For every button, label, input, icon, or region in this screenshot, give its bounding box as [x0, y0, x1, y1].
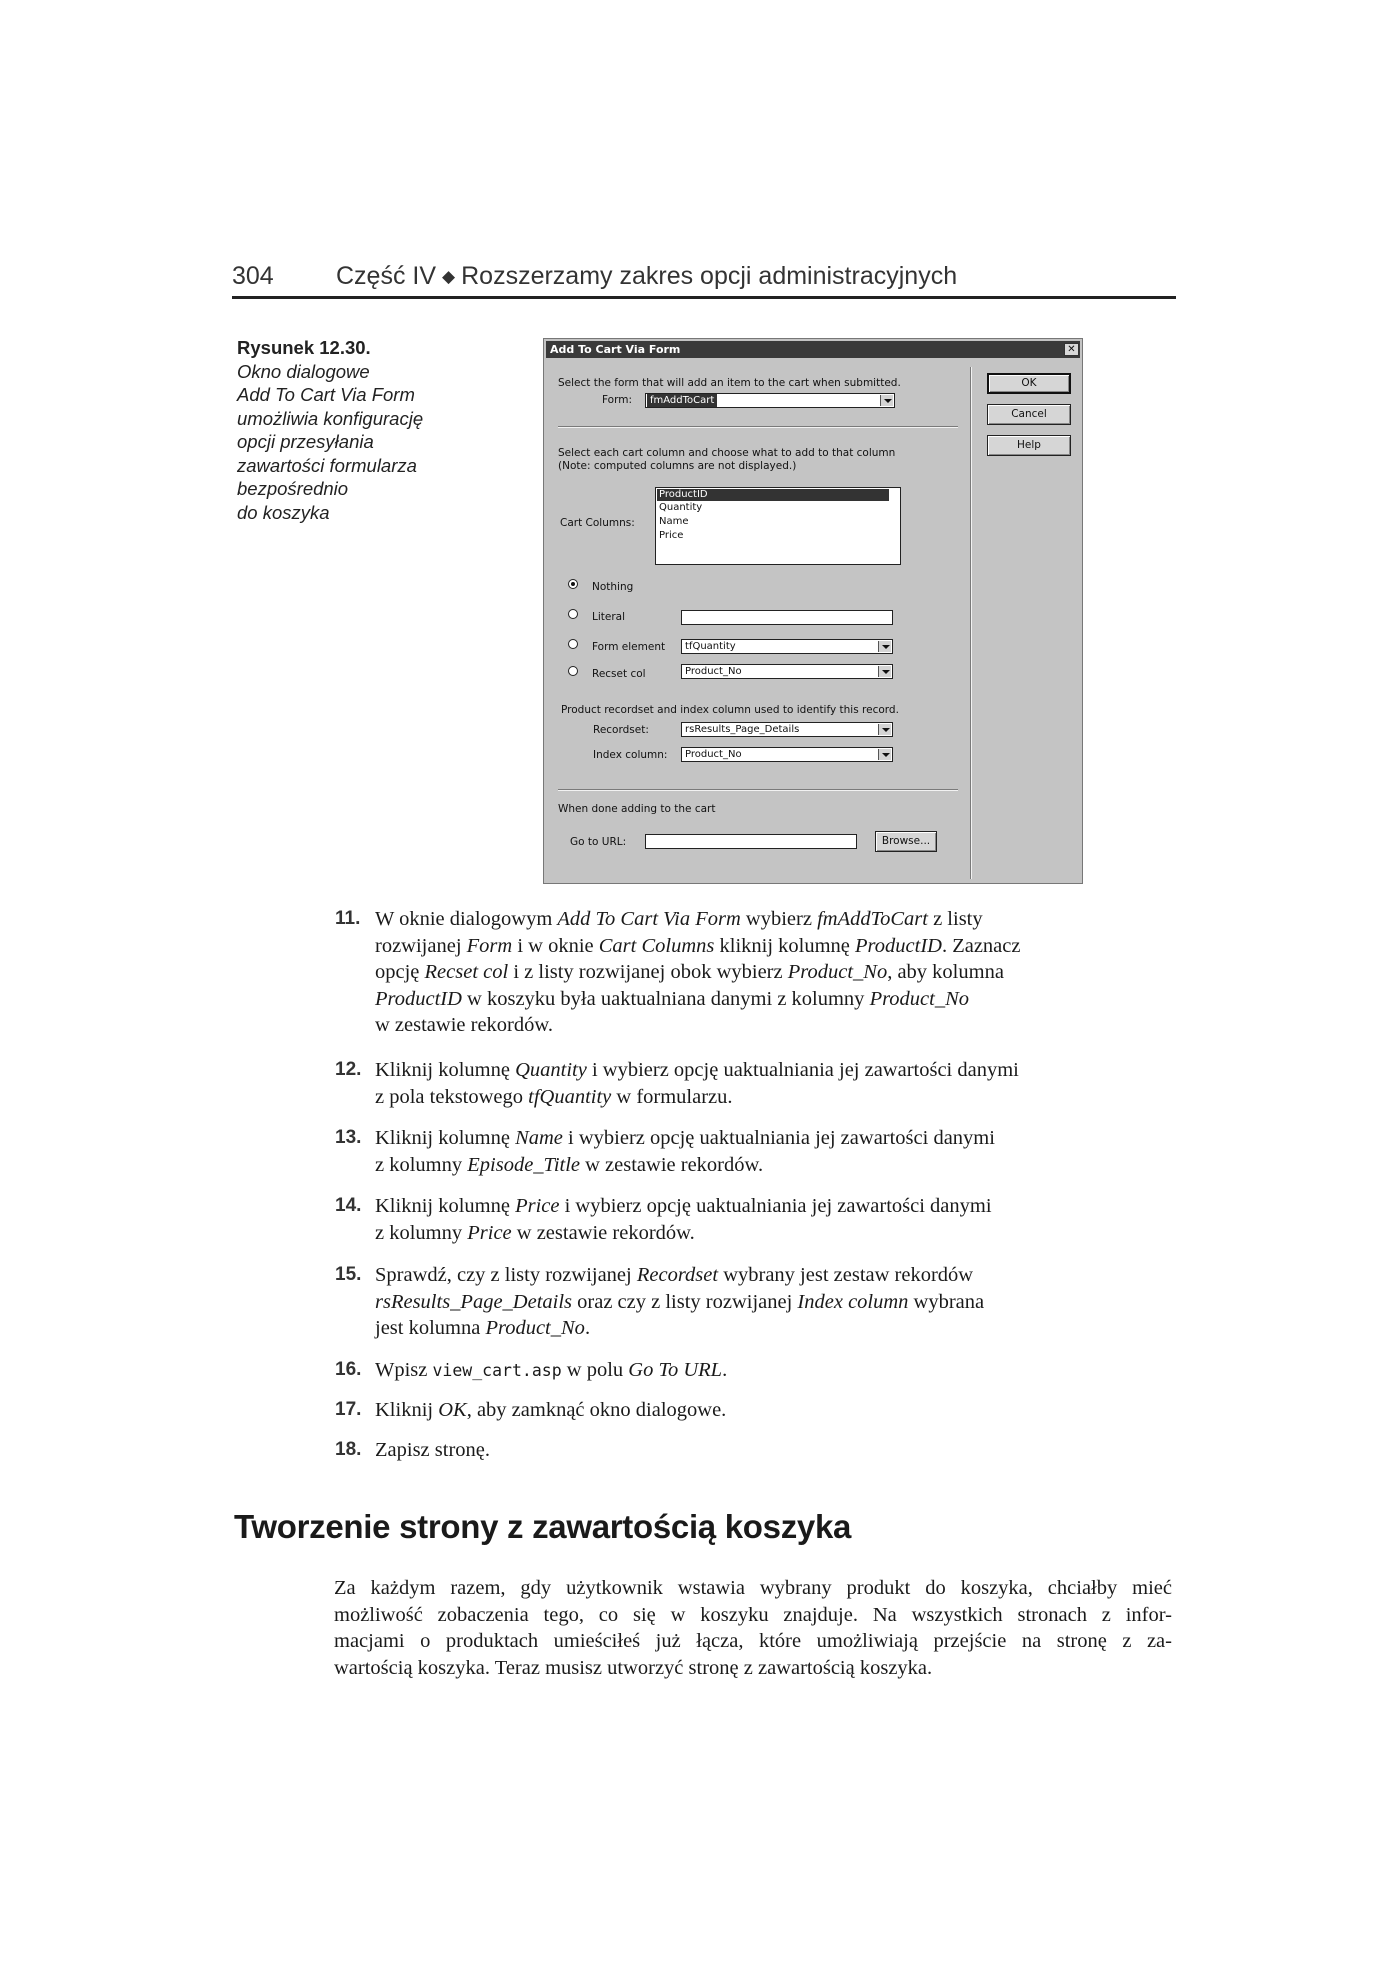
emphasis-text: Name [515, 1127, 563, 1149]
dialog-title: Add To Cart Via Form [550, 343, 681, 356]
go-to-url-input[interactable] [645, 834, 857, 849]
cancel-button[interactable]: Cancel [987, 404, 1071, 425]
step-text-run: opcję [375, 961, 425, 983]
step-text-run: i z listy rozwijanej obok wybierz [508, 961, 788, 983]
help-button[interactable]: Help [987, 435, 1071, 456]
caption-line: opcji przesyłania [237, 431, 374, 452]
cart-columns-label: Cart Columns: [560, 517, 635, 529]
step-text-run: z kolumny [375, 1221, 468, 1244]
chevron-down-icon[interactable] [878, 641, 891, 652]
literal-input[interactable] [681, 610, 893, 625]
go-to-url-label: Go to URL: [570, 836, 627, 848]
step-text [375, 906, 1135, 1039]
emphasis-text: ProductID [855, 934, 942, 957]
step-text-run: w zestawie rekordów. [511, 1221, 695, 1244]
emphasis-text: Price [515, 1195, 560, 1217]
form-element-label: Form element [592, 641, 666, 653]
step-number: 11. [335, 908, 361, 929]
recordset-select[interactable] [681, 722, 893, 737]
list-item[interactable]: Price [659, 530, 684, 541]
recset-col-select[interactable] [681, 664, 893, 679]
columns-note: (Note: computed columns are not displayed.) [558, 460, 797, 472]
step-text-run: i wybierz opcję uaktualniania jej zawartości danymi [562, 1127, 995, 1149]
header-rule [232, 296, 1176, 299]
diamond-separator: ◆ [442, 267, 456, 286]
paragraph-line: Za każdym razem, gdy użytkownik wstawia wybrany produkt do koszyka, chciałby mieć [334, 1577, 1172, 1599]
step-number: 14. [335, 1195, 362, 1216]
figure-caption [237, 336, 457, 524]
step-text-run: oraz czy z listy rozwijanej [572, 1290, 798, 1313]
step-text-run: z listy [927, 908, 983, 930]
figure-label: Rysunek 12.30. [237, 337, 371, 358]
step-line [375, 986, 1135, 1013]
index-column-label: Index column: [593, 749, 668, 761]
step-text-run: i wybierz opcję uaktualniania jej zawartości danymi [559, 1195, 992, 1217]
step-text [375, 1357, 1135, 1385]
literal-radio[interactable] [568, 609, 578, 619]
recordset-value: rsResults_Page_Details [685, 724, 800, 735]
list-item[interactable]: Quantity [659, 502, 703, 513]
step-line [375, 1315, 1135, 1342]
recordset-label: Recordset: [593, 724, 649, 736]
step-text-run: w zestawie rekordów. [580, 1153, 764, 1176]
close-icon[interactable]: ✕ [1064, 343, 1079, 356]
code-text: view_cart.asp [432, 1361, 562, 1380]
step-number: 18. [335, 1439, 362, 1460]
step-line [375, 1152, 1135, 1179]
emphasis-text: Quantity [515, 1059, 587, 1081]
caption-line: bezpośrednio [237, 478, 349, 499]
emphasis-text: tfQuantity [528, 1085, 612, 1108]
step-line [375, 1262, 1135, 1289]
step-line [375, 1084, 1135, 1111]
caption-line: Okno dialogowe [237, 360, 370, 382]
step-text-run: Sprawdź, czy z listy rozwijanej [375, 1264, 637, 1286]
recordset-instruction: Product recordset and index column used to identify this record. [561, 704, 899, 716]
step-text-run: wybrana [908, 1290, 985, 1313]
columns-instruction: Select each cart column and choose what to add to that column [558, 447, 896, 459]
recset-col-value: Product_No [685, 666, 742, 677]
step-text-run: Kliknij [375, 1399, 439, 1421]
step-text [375, 1437, 1135, 1464]
form-element-value: tfQuantity [685, 641, 736, 652]
emphasis-text: Recordset [636, 1264, 719, 1286]
emphasis-text: rsResults_Page_Details [375, 1290, 573, 1313]
list-item[interactable]: Name [659, 516, 689, 527]
step-line [375, 1193, 1135, 1220]
step-text-run: . Zaznacz [941, 934, 1021, 957]
emphasis-text: Index column [797, 1290, 909, 1313]
index-column-select[interactable] [681, 747, 893, 762]
caption-line: do koszyka [237, 501, 330, 523]
recset-col-radio[interactable] [568, 666, 578, 676]
step-text-run: Wpisz [375, 1359, 433, 1381]
step-text-run: Kliknij kolumnę [375, 1195, 516, 1217]
emphasis-text: OK [438, 1399, 467, 1421]
step-line [375, 1289, 1135, 1316]
emphasis-text: Add To Cart Via Form [557, 908, 741, 930]
step-line [375, 959, 1135, 986]
form-instruction: Select the form that will add an item to the cart when submitted. [558, 377, 901, 389]
step-text [375, 1125, 1135, 1178]
chevron-down-icon[interactable] [878, 724, 891, 735]
step-line [375, 1057, 1135, 1084]
index-column-value: Product_No [685, 749, 742, 760]
step-text-run: w formularzu. [611, 1085, 733, 1108]
step-text-run: wybrany jest zestaw rekordów [718, 1264, 974, 1286]
done-instruction: When done adding to the cart [558, 803, 716, 815]
step-line [375, 1397, 1135, 1424]
emphasis-text: fmAddToCart [817, 908, 928, 930]
emphasis-text: Recset col [424, 961, 509, 983]
page-number: 304 [232, 262, 274, 290]
running-title [336, 262, 957, 291]
step-text-run: Kliknij kolumnę [375, 1059, 516, 1081]
paragraph-line: macjami o produktach umieściłeś już łącza, które umożliwiają przejście na stronę z za- [334, 1630, 1172, 1652]
browse-button[interactable]: Browse... [875, 831, 937, 852]
step-text-run: z kolumny [375, 1153, 468, 1176]
step-text-run: kliknij kolumnę [714, 934, 856, 957]
step-text-run: w zestawie rekordów. [375, 1014, 553, 1036]
emphasis-text: Episode_Title [467, 1153, 580, 1176]
paragraph-line: wartością koszyka. Teraz musisz utworzyć stronę z zawartością koszyka. [334, 1656, 933, 1679]
step-number: 15. [335, 1264, 362, 1285]
emphasis-text: Form [466, 934, 513, 957]
cart-columns-listbox[interactable] [655, 487, 901, 565]
step-number: 16. [335, 1359, 362, 1380]
step-line [375, 1220, 1135, 1247]
form-label: Form: [602, 394, 632, 406]
recset-col-label: Recset col [592, 668, 646, 680]
step-text-run: Zapisz stronę. [375, 1439, 490, 1461]
step-line [375, 1437, 1135, 1464]
emphasis-text: Price [467, 1221, 512, 1244]
literal-label: Literal [592, 611, 626, 623]
step-text-run: , aby zamknąć okno dialogowe. [466, 1399, 727, 1421]
step-text-run: Kliknij kolumnę [375, 1127, 516, 1149]
caption-line: umożliwia konfigurację [237, 407, 424, 429]
paragraph-line: możliwość zobaczenia tego, co się w koszyku znajduje. Na wszystkich stronach z infor- [334, 1603, 1172, 1626]
step-text-run: i w oknie [512, 934, 599, 957]
step-text-run: w koszyku była uaktualniana danymi z kolumny [461, 987, 870, 1010]
step-text-run: rozwijanej [375, 934, 467, 957]
step-text-run: , aby kolumna [887, 961, 1004, 983]
part-label: Część IV [336, 262, 437, 290]
nothing-label: Nothing [592, 581, 634, 593]
step-text [375, 1057, 1135, 1110]
step-line [375, 1125, 1135, 1152]
step-line [375, 906, 1135, 933]
form-select-value: fmAddToCart [647, 394, 717, 407]
emphasis-text: Go To URL [628, 1359, 723, 1381]
step-text-run: jest kolumna [375, 1317, 486, 1339]
dialog-titlebar[interactable] [546, 341, 1080, 358]
vertical-separator [970, 367, 972, 879]
emphasis-text: ProductID [375, 987, 462, 1010]
step-text-run: wybierz [740, 908, 818, 930]
form-element-select[interactable] [681, 639, 893, 654]
step-text [375, 1193, 1135, 1246]
emphasis-text: Cart Columns [598, 934, 715, 957]
emphasis-text: Product_No [485, 1317, 585, 1339]
step-number: 13. [335, 1127, 362, 1148]
chevron-down-icon[interactable] [878, 749, 891, 760]
step-text-run: . [584, 1317, 591, 1339]
separator [558, 789, 958, 791]
step-line [375, 1357, 1135, 1385]
step-text [375, 1262, 1135, 1342]
step-number: 17. [335, 1399, 362, 1420]
caption-line: zawartości formularza [237, 454, 417, 476]
nothing-radio[interactable] [568, 579, 578, 589]
emphasis-text: Product_No [787, 961, 888, 983]
step-text-run: W oknie dialogowym [375, 908, 558, 930]
step-line [375, 933, 1135, 960]
emphasis-text: Product_No [869, 987, 970, 1010]
form-select[interactable] [645, 393, 895, 408]
chapter-title: Rozszerzamy zakres opcji administracyjnych [461, 262, 958, 290]
step-line [375, 1012, 1135, 1039]
caption-line: Add To Cart Via Form [237, 384, 415, 405]
section-heading: Tworzenie strony z zawartością koszyka [234, 1508, 852, 1545]
chevron-down-icon[interactable] [880, 395, 893, 406]
step-text-run: i wybierz opcję uaktualniania jej zawartości danymi [586, 1059, 1019, 1081]
step-text-run: w polu [561, 1359, 629, 1381]
section-paragraph [334, 1575, 1172, 1681]
add-to-cart-dialog [543, 338, 1083, 884]
step-text-run: . [722, 1359, 728, 1381]
separator [558, 426, 958, 428]
chevron-down-icon[interactable] [878, 666, 891, 677]
step-text-run: z pola tekstowego [375, 1085, 529, 1108]
list-item[interactable]: ProductID [657, 489, 889, 501]
step-text [375, 1397, 1135, 1424]
form-element-radio[interactable] [568, 639, 578, 649]
step-number: 12. [335, 1059, 362, 1080]
ok-button[interactable]: OK [987, 373, 1071, 394]
